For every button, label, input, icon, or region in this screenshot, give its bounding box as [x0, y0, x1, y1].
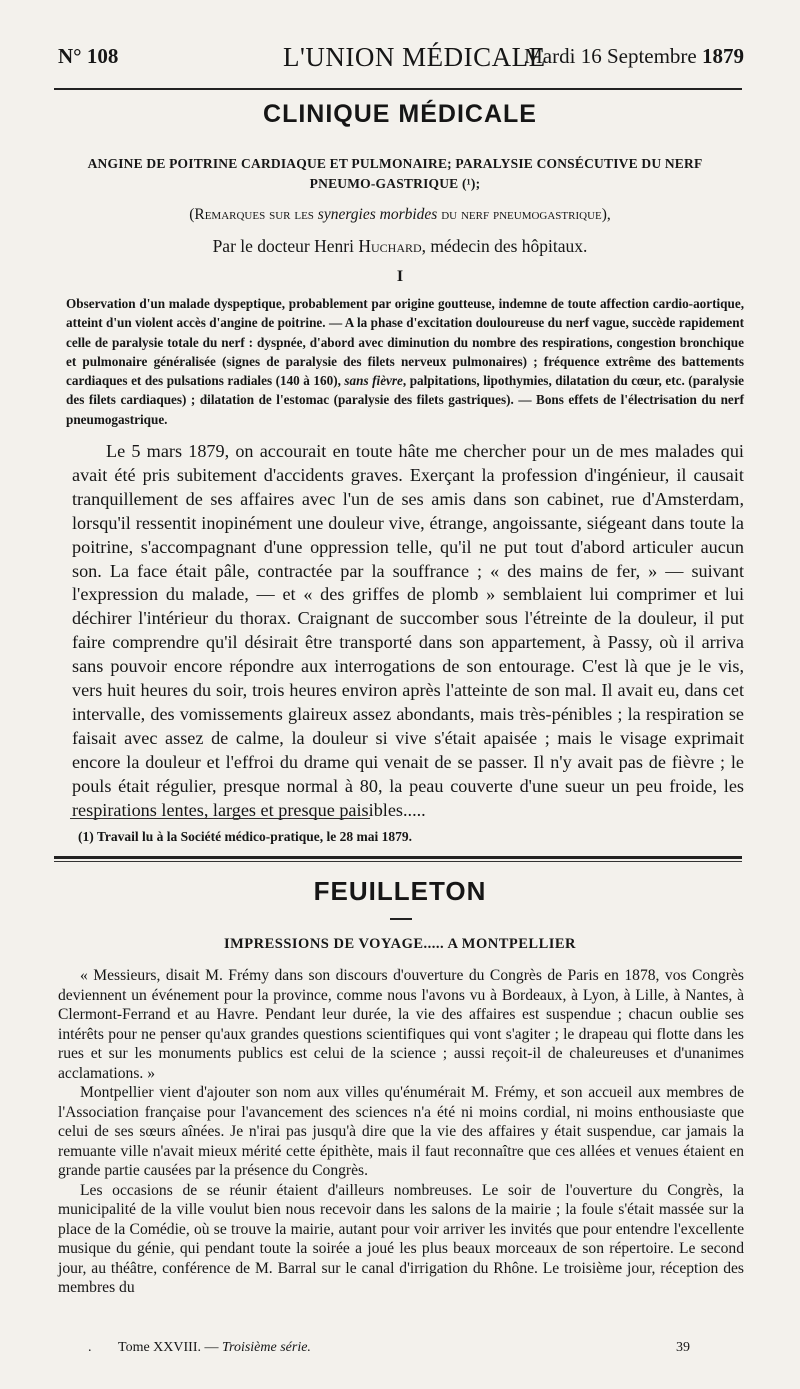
- feuilleton-paragraph-1: « Messieurs, disait M. Frémy dans son discours d'ouverture du Congrès de Paris en 1878, vos Congrès deviennent un événement pour la province, comme nous l'avons vu à Bordeaux, à Lyon, à Lille, à Nantes, à Clermont-Ferrand et au Havre. Pendant leur durée, la vie des affaires est suspendue ; chacun oublie ses intérêts pour ne penser qu'aux grandes questions scientifiques qui vont s'agiter ; le drapeau qui flotte dans les rues et sur les monuments publics est celui de la science ; aussi reçoit-il de chaleureuses et d'unanimes acclamations. »: [58, 967, 744, 1082]
- remarks-line: [50, 206, 750, 224]
- feuilleton-paragraph-2: Montpellier vient d'ajouter son nom aux villes qu'énumérait M. Frémy, et son accueil aux membres de l'Association française pour l'avancement des sciences n'a été ni moins cordial, ni moins enthousiaste que celui de ses sœurs aînées. Je n'irai pas jusqu'à dire que la vie des affaires y était suspendue, car jamais la remuante ville n'avait mieux mérité cette épithète, mais il faut reconnaître que ces allées et venues étaient en grande partie causées par la présence du Congrès.: [58, 1084, 744, 1179]
- page-header: [58, 44, 744, 78]
- section-numeral: I: [396, 268, 404, 285]
- series-italic: Troisième série.: [222, 1340, 311, 1355]
- summary-italic: sans fièvre: [344, 373, 403, 389]
- author-prefix: Par le docteur Henri: [212, 236, 359, 256]
- footnote: (1) Travail lu à la Société médico-pratique, le 28 mai 1879.: [78, 829, 412, 844]
- subtitle-line-1: ANGINE DE POITRINE CARDIAQUE ET PULMONAIRE; PARALYSIE CONSÉCUTIVE DU NERF: [87, 156, 703, 171]
- subtitle-line-2-text: PNEUMO-GASTRIQUE: [309, 176, 459, 191]
- footnote-reference: (¹);: [461, 176, 481, 191]
- clinique-subtitle: [20, 154, 770, 194]
- section-divider-thin: [54, 861, 742, 862]
- feuilleton-paragraph-3: Les occasions de se réunir étaient d'ailleurs nombreuses. Le soir de l'ouverture du Congrès, la municipalité de la ville voulut bien nous recevoir dans les salons de la mairie ; la foule s'était massée sur la place de la Comédie, où se trouve la mairie, autant pour voir arriver les invités que pour entendre l'excellente musique du génie, qui pendant toute la soirée a joué les plus beaux morceaux de son répertoire. Le second jour, au théâtre, conférence de M. Barral sur le canal d'irrigation du Rhône. Le troisième jour, réception des membres du: [58, 1181, 744, 1296]
- observation-summary: [66, 294, 744, 429]
- feuilleton-title: FEUILLETON: [313, 876, 487, 906]
- feuilleton-subtitle: IMPRESSIONS DE VOYAGE..... A MONTPELLIER: [223, 936, 577, 952]
- clinique-title: CLINIQUE MÉDICALE: [263, 100, 537, 128]
- issue-date-text: Mardi 16 Septembre: [524, 44, 697, 68]
- journal-title: L'UNION MÉDICALE: [283, 42, 546, 72]
- author-line: [50, 236, 750, 257]
- author-name: Huchard: [358, 236, 422, 256]
- clinique-body: [72, 440, 744, 823]
- page-number: 39: [676, 1340, 690, 1355]
- issue-date: [524, 44, 744, 69]
- issue-year: 1879: [702, 44, 744, 68]
- volume-text: Tome XXVIII. —: [118, 1340, 222, 1355]
- subtitle-line-2: [20, 174, 770, 194]
- footnote-rule: [70, 818, 370, 819]
- remarks-open: (Remarques sur les: [189, 206, 318, 223]
- summary-part-2: , palpitations, lipothymies, dilatation du cœur, etc. (paralysie des filets cardiaques) ; dilatation de l'estomac (paralysie des filets gastriques). — Bons effets de l'électrisation du nerf pneumogastrique.: [66, 373, 744, 427]
- remarks-close: du nerf pneumogastrique),: [437, 206, 611, 223]
- author-suffix: , médecin des hôpitaux.: [421, 236, 588, 256]
- body-paragraph: Le 5 mars 1879, on accourait en toute hâte me chercher pour un de mes malades qui avait été pris subitement d'accidents graves. Exerçant la profession d'ingénieur, il causait tranquillement de ses affaires avec l'un de ses amis dans son cabinet, rue d'Amsterdam, lorsqu'il ressentit inopinément une douleur vive, étrange, angoissante, siégeant dans toute la poitrine, s'accompagnant d'une oppression telle, qu'il ne put tout d'abord articuler aucun son. La face était pâle, contractée par la souffrance ; « des mains de fer, » — suivant l'expression du malade, — et « des griffes de plomb » semblaient lui comprimer et lui déchirer l'intérieur du thorax. Craignant de succomber sous l'étreinte de la douleur, il put faire comprendre qu'il désirait être transporté dans son appartement, à Passy, où il arriva sans pouvoir encore répondre aux interrogations de son entourage. C'est là que je le vis, vers huit heures du soir, trois heures environ après l'atteinte de son mal. Il avait eu, dans cet intervalle, des vomissements glaireux assez abondants, mais très-pénibles ; la respiration se faisait avec assez de calme, la douleur si vive s'était apaisée ; mais le visage exprimait encore la douleur et l'effroi du drame qui venait de se passer. Il n'y avait pas de fièvre ; le pouls était régulier, presque normal à 80, la peau couverte d'une sueur un peu froide, les respirations lentes, larges et presque paisibles.....: [72, 441, 744, 820]
- header-rule: [54, 88, 742, 90]
- volume-info: [118, 1340, 311, 1356]
- section-divider: [54, 856, 742, 859]
- title-dash: [390, 918, 412, 920]
- footer-bullet: .: [88, 1340, 92, 1355]
- remarks-italic: synergies morbides: [317, 206, 438, 223]
- feuilleton-body: [58, 966, 744, 1298]
- issue-number: N° 108: [58, 44, 119, 68]
- summary-part-1: Observation d'un malade dyspeptique, probablement par origine goutteuse, indemne de toute affection cardio-aortique, atteint d'un violent accès d'angine de poitrine. — A la phase d'excitation douloureuse du nerf vague, succède rapidement celle de paralysie totale du nerf : dyspnée, d'abord avec diminution du nombre des respirations, congestion bronchique et pulmonaire généralisée (signes de paralysie des filets nerveux pulmonaires) ; fréquence extrême des battements cardiaques et des pulsations radiales (140 à 160),: [66, 296, 744, 389]
